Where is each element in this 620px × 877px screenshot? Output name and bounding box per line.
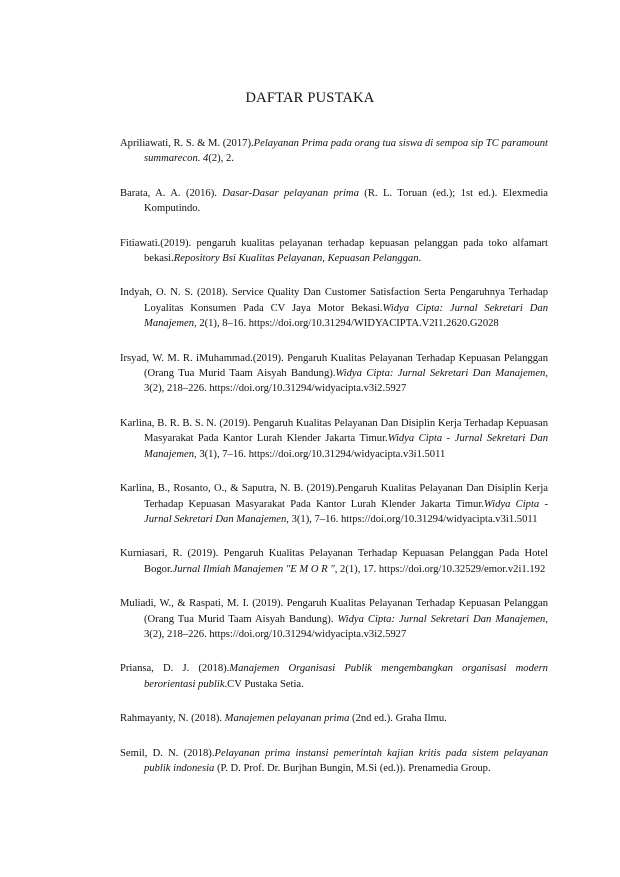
ref-source: , 2(1), 17. https://doi.org/10.32529/emor.v2i1.192 [334,563,546,575]
ref-title: Pelayanan prima instansi pemerintah kajian kritis pada sistem pelayanan publik indonesia [144,747,549,774]
reference-item [120,236,548,267]
ref-source: (2), 2. [208,153,234,165]
reference-item [120,711,548,726]
ref-title: Manajemen Organisasi Publik mengembangkan organisasi modern berorientasi publik [144,663,548,690]
ref-source: (2nd ed.). Graha Ilmu. [349,713,447,725]
ref-source: , 3(1), 7–16. https://doi.org/10.31294/widyacipta.v3i1.5011 [194,448,446,460]
reference-item [120,481,548,527]
reference-item [120,661,548,692]
ref-source: (R. L. Toruan (ed.); 1st ed.). Elexmedia Komputindo. [144,187,548,215]
ref-title: Pelayanan Prima pada orang tua siswa di sempoa sip TC paramount summarecon. 4 [144,138,548,165]
reference-item [120,285,548,331]
reference-item [120,746,548,777]
reference-item [120,416,548,462]
ref-title: Jurnal Ilmiah Manajemen "E M O R " [172,563,335,575]
reference-item [120,596,548,642]
ref-text: Karlina, B. R. B. S. N. (2019). Pengaruh Kualitas Pelayanan Dan Disiplin Kerja Terhadap Kepuasan Masyarakat Pada Kantor Lurah Klender Jakarta Timur. [120,417,548,445]
ref-source: , 3(1), 7–16. https://doi.org/10.31294/widyacipta.v3i1.5011 [286,513,538,525]
ref-text: Fitiawati.(2019). pengaruh kualitas pelayanan terhadap kepuasan pelanggan pada toko alfamart bekasi. [120,237,548,265]
ref-title: Manajemen pelayanan prima [224,713,350,725]
reference-item [120,186,548,217]
ref-title: Widya Cipta - Jurnal Sekretari Dan Manajemen [144,498,548,525]
ref-text: Priansa, D. J. (2018). [120,663,230,675]
ref-text: Kurniasari, R. (2019). Pengaruh Kualitas Pelayanan Terhadap Kepuasan Pelanggan Pada Hotel Bogor. [120,548,548,575]
ref-text: Irsyad, W. M. R. iMuhammad.(2019). Pengaruh Kualitas Pelayanan Terhadap Kepuasan Pelanggan (Orang Tua Murid Taam Aisyah Bandung). [120,352,548,380]
page-title: DAFTAR PUSTAKA [245,90,375,106]
ref-text: Semil, D. N. (2018). [120,747,215,759]
ref-text: Barata, A. A. (2016). [120,187,223,199]
ref-title: Dasar-Dasar pelayanan prima [222,187,359,199]
ref-text: Apriliawati, R. S. & M. (2017). [120,138,254,149]
ref-title: Widya Cipta: Jurnal Sekretari Dan Manajemen [144,302,548,330]
reference-list [120,136,548,795]
ref-title: Widya Cipta: Jurnal Sekretari Dan Manajemen [337,613,546,625]
ref-title: Repository Bsi Kualitas Pelayanan, Kepuasan Pelanggan [173,253,419,265]
ref-title: Widya Cipta: Jurnal Sekretari Dan Manajemen [335,368,546,380]
ref-text: Indyah, O. N. S. (2018). Service Quality Dan Customer Satisfaction Serta Pengaruhnya Terhadap Loyalitas Konsumen Pada CV Jaya Motor Bekasi. [120,287,548,314]
ref-source: .CV Pustaka Setia. [224,678,304,690]
ref-title: Widya Cipta - Jurnal Sekretari Dan Manajemen [144,433,548,460]
ref-text: Rahmayanty, N. (2018). [120,713,225,725]
reference-item [120,136,548,167]
reference-item [120,351,548,397]
ref-source: . [418,253,422,265]
ref-source: (P. D. Prof. Dr. Burjhan Bungin, M.Si (ed.)). Prenamedia Group. [214,762,491,774]
reference-item [120,546,548,577]
ref-source: , 3(2), 218–226. https://doi.org/10.31294/widyacipta.v3i2.5927 [144,368,548,395]
ref-text: Karlina, B., Rosanto, O., & Saputra, N. B. (2019).Pengaruh Kualitas Pelayanan Dan Disiplin Kerja Terhadap Kepuasan Masyarakat Pada Kantor Lurah Klender Jakarta Timur. [120,483,548,510]
ref-source: , 2(1), 8–16. https://doi.org/10.31294/WIDYACIPTA.V2I1.2620.G2028 [194,318,499,330]
ref-source: , 3(2), 218–226. https://doi.org/10.31294/widyacipta.v3i2.5927 [144,613,548,640]
ref-text: Muliadi, W., & Raspati, M. I. (2019). Pengaruh Kualitas Pelayanan Terhadap Kepuasan Pelanggan (Orang Tua Murid Taam Aisyah Bandung). [120,598,548,625]
